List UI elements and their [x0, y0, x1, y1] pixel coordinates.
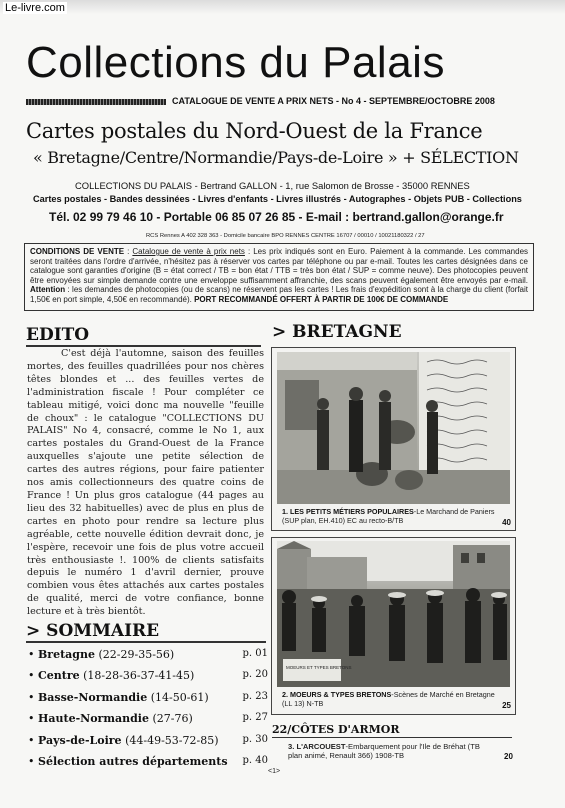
sommaire-item-haute-normandie[interactable]: • Haute-Normandie (27-76) p. 27: [28, 712, 268, 726]
postcard-illustration-1: [277, 352, 510, 504]
title-rule: [26, 99, 166, 105]
catalogue-regions: « Bretagne/Centre/Normandie/Pays-de-Loire » + SÉLECTION: [33, 148, 519, 167]
postcard-caption-2: 2. MOEURS & TYPES BRETONS-Scènes de Marché en Bretagne (LL 13) N-TB: [282, 690, 495, 708]
sommaire-item-centre[interactable]: • Centre (18-28-36-37-41-45) p. 20: [28, 669, 268, 683]
postcard-lot-number-2: 25: [502, 701, 511, 710]
product-categories: Cartes postales - Bandes dessinées - Livres d'enfants - Livres illustrés - Autographes - Objets PUB - Collections: [33, 194, 522, 204]
lot-number-3: 20: [504, 752, 513, 761]
conditions-link[interactable]: Catalogue de vente à prix nets: [132, 247, 245, 256]
watermark: Le-livre.com: [5, 2, 65, 14]
bretagne-heading: > BRETAGNE: [272, 322, 402, 342]
catalogue-title: Collections du Palais: [26, 38, 445, 87]
postcard-panel-2[interactable]: [271, 537, 516, 715]
edito-text: [27, 348, 264, 619]
postcard-lot-number-1: 40: [502, 518, 511, 527]
company-registration: RCS Rennes A 402 328 363 - Domicile bancaire BPO RENNES CENTRE 16707 / 00010 / 10021180322 / 27: [146, 233, 425, 239]
catalogue-subtitle: Cartes postales du Nord-Ouest de la France: [26, 119, 483, 143]
postcard-inset-label: MOEURS ET TYPES BRETONS: [286, 665, 352, 670]
conditions-body: : Les prix indiqués sont en Euro. Paiement à la commande. Les commandes seront traitées dans l'ordre d'arrivée, n'hésitez pas à réserver vos cartes par téléphone ou par e-mail. Toutes les cartes désignées dans ce catalogue sont garanties d'origine (B = état correct / TB = bon état / TTB = très bon état / SUP = comme neuve). Des photocopies peuvent être envoyées sur simple demande contre une enveloppe suffisamment affranchie, des scans peuvent également être envoyés par e-mail.: [30, 247, 529, 285]
page-shadow: [0, 0, 565, 14]
cotes-darmor-rule: [272, 737, 512, 738]
sommaire-item-bretagne[interactable]: • Bretagne (22-29-35-56) p. 01: [28, 648, 268, 661]
page-number: <1>: [268, 768, 281, 775]
edito-paragraph: C'est déjà l'automne, saison des feuilles mortes, des feuilles quadrillées pour nos chères têtes blondes et ... des feuilles vertes de l'administration fiscale ! Pour compléter ce tableau mitigé, voici donc ma nouvelle "feuille de choux" : le catalogue "COLLECTIONS DU PALAIS" No 4, consacré, comme le No 1, aux cartes postales du Grand-Ouest de la France auxquelles s'ajoute une petite sélection de cartes des autres régions, pour faire patienter nos amis collectionneurs des quatre coins de France ! Un plus gros catalogue (44 pages au lieu des 32 habituelles) avec de plus en plus de cartes en photo pour rendre sa lecture plus agréable, cette nouvelle édition devrait donc, je l'espère, recevoir une fois de plus votre accueil très enthousiaste !. 100% de clients satisfaits depuis le numéro 1 d'avril dernier, prouve combien vous êtes attachés aux cartes postales de qualité, merci de votre confiance, bonne lecture et à très bientôt.: [27, 348, 264, 618]
sommaire-rule: [26, 641, 266, 643]
seller-address: COLLECTIONS DU PALAIS - Bertrand GALLON - 1, rue Salomon de Brosse - 35000 RENNES: [75, 180, 470, 191]
conditions-label: CONDITIONS DE VENTE: [30, 247, 125, 256]
catalogue-issue-line: CATALOGUE DE VENTE A PRIX NETS - No 4 - SEPTEMBRE/OCTOBRE 2008: [172, 96, 495, 106]
attention-body: : les demandes de photocopies (ou de scans) ne réservent pas les cartes ! Les frais d'expédition sont à la charge du client (forfait 1,50€ en port simple, 4,50€ en recommandé).: [30, 285, 528, 304]
postcard-photo-basket-seller: [277, 352, 510, 504]
attention-label: Attention: [30, 285, 66, 295]
cotes-darmor-heading: 22/CÔTES D'ARMOR: [272, 723, 400, 736]
postcard-panel-1[interactable]: [271, 347, 516, 531]
postcard-caption-1: 1. LES PETITS MÉTIERS POPULAIRES-Le Marchand de Paniers (SUP plan, EH.410) EC au recto-B/TB: [282, 507, 495, 525]
postcard-photo-market-scene: [277, 541, 510, 687]
shipping-offer: PORT RECOMMANDÉ OFFERT À PARTIR DE 100€ DE COMMANDE: [194, 294, 449, 304]
postcard-illustration-2: [277, 541, 510, 687]
seller-contact: Tél. 02 99 79 46 10 - Portable 06 85 07 26 85 - E-mail : bertrand.gallon@orange.fr: [49, 210, 504, 224]
sommaire-list: [28, 648, 268, 776]
sales-conditions-box: CONDITIONS DE VENTE : Catalogue de vente à prix nets : Les prix indiqués sont en Euro. Paiement à la commande. Les commandes seront traitées dans l'ordre d'arrivée, n'hésitez pas à réserver vos cartes par téléphone ou par e-mail. Toutes les cartes désignées dans ce catalogue sont garanties d'origine (B = état correct / TB = bon état / TTB = très bon état / SUP = comme neuve). Des photocopies peuvent être envoyées sur simple demande contre une enveloppe suffisamment affranchie, des scans peuvent également être envoyés par e-mail. Attention : les demandes de photocopies (ou de scans) ne réservent pas les cartes ! Les frais d'expédition sont à la charge du client (forfait 1,50€ en port simple, 4,50€ en recommandé). PORT RECOMMANDÉ OFFERT À PARTIR DE 100€ DE COMMANDE: [24, 243, 534, 311]
sommaire-item-basse-normandie[interactable]: • Basse-Normandie (14-50-61) p. 23: [28, 690, 268, 704]
sommaire-heading: > SOMMAIRE: [26, 621, 160, 641]
sommaire-item-selection[interactable]: • Sélection autres départements p. 40: [28, 754, 268, 768]
edito-rule: [26, 345, 261, 347]
lot-3-description[interactable]: 3. L'ARCOUEST-Embarquement pour l'Ile de Bréhat (TB plan animé, Renault 366) 1908-TB: [288, 742, 480, 761]
sommaire-item-pays-de-loire[interactable]: • Pays-de-Loire (44-49-53-72-85) p. 30: [28, 733, 268, 747]
edito-heading: EDITO: [26, 325, 90, 345]
